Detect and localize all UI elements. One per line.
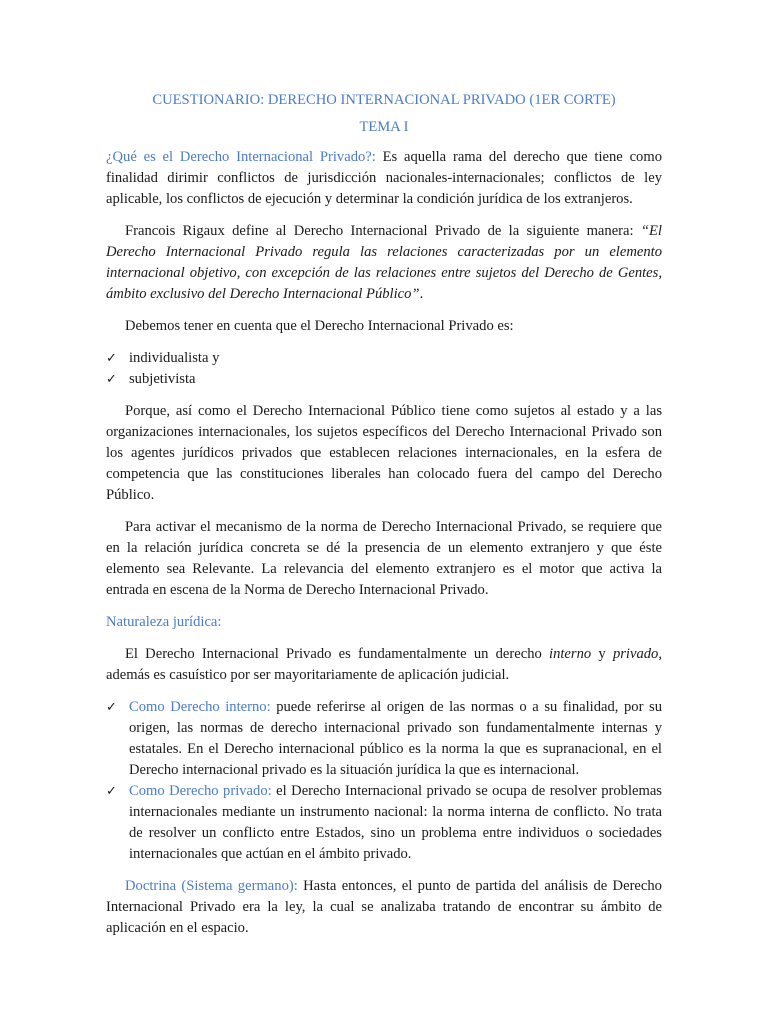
rigaux-quote: “El Derecho Internacional Privado regula las relaciones caracterizadas por un elemento internacional objetivo, con excepción de las relaciones entre sujetos del Derecho de Gentes, ámbito exclusivo del Derecho Internacional Público” [106, 223, 662, 302]
paragraph-nature [106, 644, 662, 686]
list-item-label: Como Derecho privado: [129, 783, 272, 799]
paragraph-characteristics: Debemos tener en cuenta que el Derecho Internacional Privado es: [125, 318, 514, 334]
definition-label: ¿Qué es el Derecho Internacional Privado?: [106, 149, 376, 165]
paragraph-subjects: Porque, así como el Derecho Internacional Público tiene como sujetos al estado y a las organizaciones internacionales, los sujetos específicos del Derecho Internacional Privado son los agentes jurídicos privados que establecen relaciones internacionales, en la esfera de competencia que las constituciones liberales han colocado fuera del campo del Derecho Público. [106, 403, 662, 503]
check-icon: ✓ [106, 372, 117, 387]
doctrine-text: Hasta entonces, el punto de partida del análisis de Derecho Internacional Privado era la ley, la cual se analizaba tratando de encontrar su ámbito de aplicación en el espacio. [106, 878, 662, 936]
list-item-text: el Derecho Internacional privado se ocupa de resolver problemas internacionales mediante un instrumento nacional: la norma interna de conflicto. No trata de resolver un conflicto entre Estados, sino un problema entre individuos o sociedades internacionales que actúan en el ámbito privado. [129, 783, 662, 862]
list-item [106, 348, 662, 369]
nature-interno: interno [549, 646, 592, 662]
heading-naturaleza: Naturaleza jurídica: [106, 614, 222, 630]
nature-text-e: , además es casuístico por ser mayoritariamente de aplicación judicial. [106, 646, 662, 683]
document-subtitle: TEMA I [359, 119, 409, 135]
nature-privado: privado [612, 646, 659, 662]
paragraph-doctrine [106, 876, 662, 939]
list-item-text: puede referirse al origen de las normas o a su finalidad, por su origen, las normas de derecho internacional privado son fundamentalmente internas y estatales. En el Derecho internacional público es la norma la que es supranacional, en el Derecho internacional privado es la situación jurídica la que es internacional. [129, 699, 662, 778]
rigaux-end: . [419, 286, 424, 302]
list-item-text: individualista y [129, 350, 220, 366]
check-icon: ✓ [106, 700, 117, 715]
list-item [106, 369, 662, 390]
list-item [106, 781, 662, 865]
document-title: CUESTIONARIO: DERECHO INTERNACIONAL PRIVADO (1ER CORTE) [152, 92, 616, 108]
characteristics-list [106, 348, 662, 390]
list-item [106, 697, 662, 781]
check-icon: ✓ [106, 351, 117, 366]
list-item-label: Como Derecho interno: [129, 699, 271, 715]
definition-text: Es aquella rama del derecho que tiene como finalidad dirimir conflictos de jurisdicción nacionales-internacionales; conflictos de ley aplicable, los conflictos de ejecución y determinar la condición jurídica de los extranjeros. [106, 149, 662, 207]
list-item-text: subjetivista [129, 371, 196, 387]
nature-text-a: El Derecho Internacional Privado es fundamentalmente un derecho [125, 646, 550, 662]
paragraph-rigaux [106, 221, 662, 305]
nature-list [106, 697, 662, 865]
paragraph-mechanism: Para activar el mecanismo de la norma de Derecho Internacional Privado, se requiere que en la relación jurídica concreta se dé la presencia de un elemento extranjero y que éste elemento sea Relevante. La relevancia del elemento extranjero es el motor que activa la entrada en escena de la Norma de Derecho Internacional Privado. [106, 519, 662, 598]
paragraph-definition [106, 147, 662, 210]
rigaux-intro: Francois Rigaux define al Derecho Internacional Privado de la siguiente manera: [125, 223, 641, 239]
nature-text-c: y [591, 646, 613, 662]
doctrine-label: Doctrina (Sistema germano): [125, 878, 298, 894]
check-icon: ✓ [106, 784, 117, 799]
